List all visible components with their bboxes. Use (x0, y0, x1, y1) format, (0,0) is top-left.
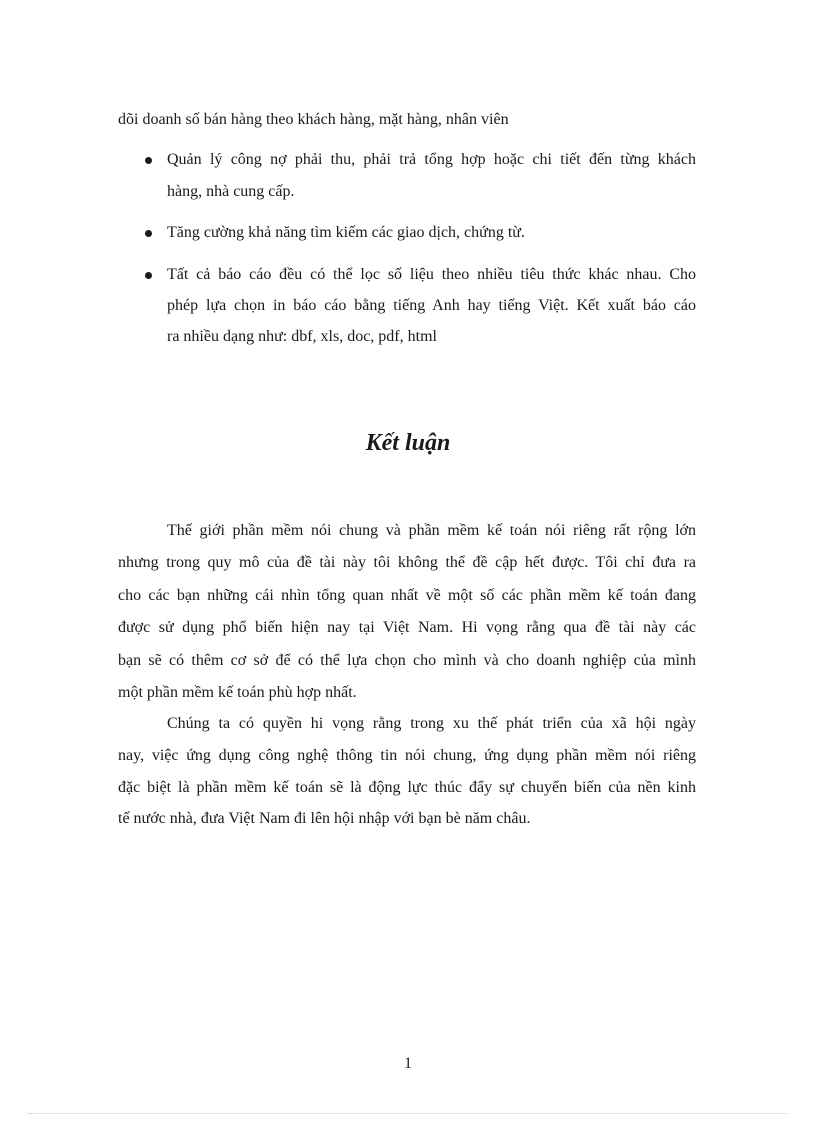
paragraph-1-line-3: cho các bạn những cái nhìn tổng quan nhất về một số các phần mềm kế toán đang (118, 587, 696, 604)
page-number: 1 (404, 1055, 412, 1072)
bullet-1-line-1: Quản lý công nợ phải thu, phải trả tổng hợp hoặc chi tiết đến từng khách (167, 151, 696, 168)
paragraph-2-line-2: nay, việc ứng dụng công nghệ thông tin nói chung, ứng dụng phần mềm nói riêng (118, 747, 696, 764)
bullet-icon (145, 157, 152, 164)
bullet-1-line-2: hàng, nhà cung cấp. (167, 183, 295, 200)
paragraph-1-line-2: nhưng trong quy mô của đề tài này tôi không thể đề cập hết được. Tôi chỉ đưa ra (118, 554, 696, 571)
intro-line: dõi doanh số bán hàng theo khách hàng, mặt hàng, nhân viên (118, 111, 509, 128)
paragraph-2-line-3: đặc biệt là phần mềm kế toán sẽ là động lực thúc đẩy sự chuyển biến của nền kinh (118, 779, 696, 796)
bullet-icon (145, 272, 152, 279)
paragraph-1-line-4: được sử dụng phổ biến hiện nay tại Việt Nam. Hi vọng rằng qua đề tài này các (118, 619, 696, 636)
page-edge-divider (28, 1113, 788, 1114)
paragraph-2-line-4: tế nước nhà, đưa Việt Nam đi lên hội nhập với bạn bè năm châu. (118, 810, 531, 827)
paragraph-1-line-1: Thế giới phần mềm nói chung và phần mềm kế toán nói riêng rất rộng lớn (167, 522, 696, 539)
paragraph-1-line-5: bạn sẽ có thêm cơ sở để có thể lựa chọn cho mình và cho doanh nghiệp của mình (118, 652, 696, 669)
paragraph-2-line-1: Chúng ta có quyền hi vọng rằng trong xu thế phát triển của xã hội ngày (167, 715, 696, 732)
bullet-icon (145, 230, 152, 237)
section-heading: Kết luận (365, 430, 451, 456)
bullet-3-line-2: phép lựa chọn in báo cáo bằng tiếng Anh hay tiếng Việt. Kết xuất báo cáo (167, 297, 696, 314)
bullet-3-line-3: ra nhiều dạng như: dbf, xls, doc, pdf, html (167, 328, 437, 345)
bullet-2-line-1: Tăng cường khả năng tìm kiếm các giao dịch, chứng từ. (167, 224, 525, 241)
paragraph-1-line-6: một phần mềm kế toán phù hợp nhất. (118, 684, 357, 701)
bullet-3-line-1: Tất cả báo cáo đều có thể lọc số liệu theo nhiều tiêu thức khác nhau. Cho (167, 266, 696, 283)
